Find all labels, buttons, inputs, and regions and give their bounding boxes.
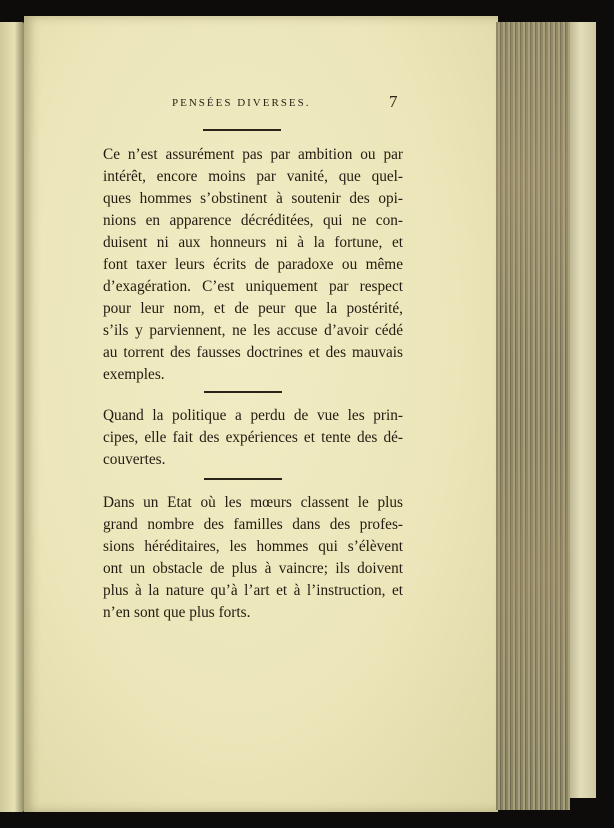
text-line: exemples. [103, 366, 165, 383]
text-line: au torrent des fausses doctrines et des mauvais [103, 344, 403, 361]
text-line: cipes, elle fait des expériences et tente des dé- [103, 429, 403, 446]
text-line: nions en apparence décréditées, qui ne con- [103, 212, 403, 229]
text-line: grand nombre des familles dans des profes- [103, 516, 403, 533]
text-line: plus à la nature qu’à l’art et à l’instruction, et [103, 582, 403, 599]
text-line: pour leur nom, et de peur que la postérité, [103, 300, 403, 317]
text-line: n’en sont que plus forts. [103, 604, 251, 621]
text-line: font taxer leurs écrits de paradoxe ou même [103, 256, 403, 273]
text-line: ont un obstacle de plus à vaincre; ils doivent [103, 560, 403, 577]
text-line: ques hommes s’obstinent à soutenir des opi- [103, 190, 403, 207]
text-line: intérêt, encore moins par vanité, que quel- [103, 168, 403, 185]
section-rule [204, 391, 282, 393]
text-line: s’ils y parviennent, ne les accuse d’avoir cédé [103, 322, 403, 339]
section-rule [204, 478, 282, 480]
header-rule [203, 129, 281, 131]
running-head: PENSÉES DIVERSES. [172, 97, 311, 109]
page-block-edge [570, 22, 596, 798]
text-line: sions héréditaires, les hommes qui s’élèvent [103, 538, 403, 555]
text-line: d’exagération. C’est uniquement par respect [103, 278, 403, 295]
text-line: Dans un Etat où les mœurs classent le plus [103, 494, 403, 511]
text-line: Quand la politique a perdu de vue les prin- [103, 407, 403, 424]
facing-page-edge [0, 22, 24, 812]
text-line: duisent ni aux honneurs ni à la fortune, et [103, 234, 403, 251]
text-line: Ce n’est assurément pas par ambition ou par [103, 146, 403, 163]
page-number: 7 [389, 92, 398, 111]
text-line: couvertes. [103, 451, 166, 468]
marbled-fore-edge [496, 22, 570, 810]
